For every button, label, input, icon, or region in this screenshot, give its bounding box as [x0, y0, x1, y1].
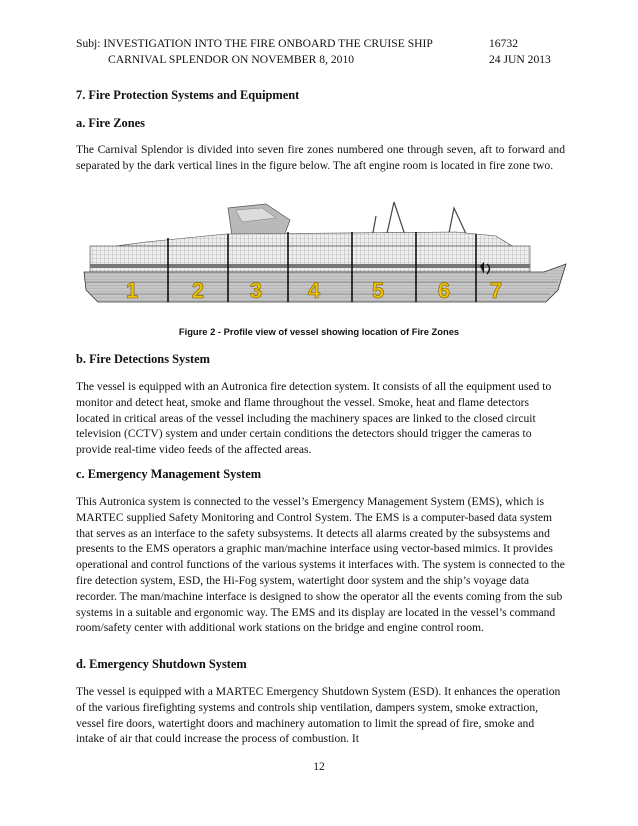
emergency-management-paragraph: This Autronica system is connected to the vessel’s Emergency Management System (EMS), which is MARTEC supplied Safety Monitoring and Control System. The EMS is a computer-based data system that serves as an interface to the safety subsystems. It detects all alarms created by the subsystems and presents to the EMS operators a graphic man/machine interface using vector-based mimics. It provides operational and control functions of the various systems it interfaces with. The system is connected to the fire detection system, ESD, the Hi-Fog system, watertight door system and the ship’s voyage data recorder. The man/machine interface is designed to show the operator all the events coming from the sub systems in a suitable and ergonomic way. The EMS and its display are located in the vessel’s command room/safety center with additional work stations on the bridge and engine control room.: [76, 495, 565, 635]
fire-zone-label-1: 1: [125, 278, 139, 303]
ship-profile-image: [76, 198, 570, 310]
fire-zone-label-3: 3: [249, 278, 263, 303]
subsection-d-heading: d. Emergency Shutdown System: [76, 657, 247, 671]
figure-caption: Figure 2 - Profile view of vessel showing location of Fire Zones: [178, 326, 460, 337]
reference-number: 16732: [489, 37, 518, 50]
fire-zone-label-5: 5: [371, 278, 385, 303]
section-heading: 7. Fire Protection Systems and Equipment: [76, 88, 300, 102]
subsection-b-heading: b. Fire Detections System: [76, 352, 210, 366]
emergency-shutdown-paragraph: The vessel is equipped with a MARTEC Emergency Shutdown System (ESD). It enhances the operation of the various firefighting systems and controls ship ventilation, dampers system, smoke extraction, vessel fire doors, watertight doors and machinery automation to limit the spread of fire, smoke and intake of air that could increase the process of combustion. It: [76, 685, 561, 746]
fire-zone-label-6: 6: [437, 278, 451, 303]
fire-detection-paragraph: The vessel is equipped with an Autronica fire detection system. It consists of all the equipment used to monitor and detect heat, smoke and flame throughout the vessel. Smoke, heat and flame detectors located in critical areas of the vessel including the machinery spaces are linked to the closed circuit television (CCTV) system and under certain conditions the detectors should trigger the cameras to provide real-time video feeds of the affected areas.: [76, 380, 552, 457]
subsection-a-heading: a. Fire Zones: [76, 116, 145, 130]
report-date: 24 JUN 2013: [489, 53, 551, 66]
ship-profile-figure: [76, 198, 570, 310]
subject-line-1: Subj: INVESTIGATION INTO THE FIRE ONBOARD THE CRUISE SHIP: [76, 37, 433, 50]
fire-zone-label-4: 4: [307, 278, 321, 303]
fire-zone-label-2: 2: [191, 278, 205, 303]
fire-zone-label-7: 7: [489, 278, 503, 303]
subsection-c-heading: c. Emergency Management System: [76, 467, 262, 481]
page-number: 12: [313, 760, 325, 773]
fire-zones-paragraph: The Carnival Splendor is divided into seven fire zones numbered one through seven, aft to forward and separated by the dark vertical lines in the figure below. The aft engine room is located in fire zone two.: [76, 143, 565, 172]
subject-line-2: CARNIVAL SPLENDOR ON NOVEMBER 8, 2010: [108, 53, 355, 66]
